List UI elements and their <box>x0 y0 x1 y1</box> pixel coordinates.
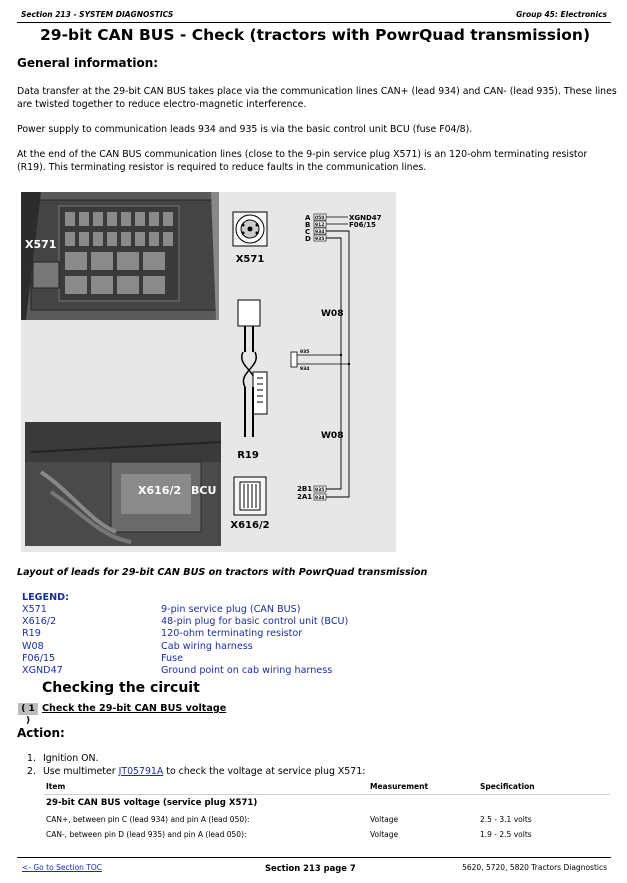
paragraph-power-supply: Power supply to communication leads 934 and 935 is via the basic control unit BCU (fuse F04/8). <box>17 124 473 135</box>
svg-text:912: 912 <box>315 223 325 228</box>
figure-caption: Layout of leads for 29-bit CAN BUS on tractors with PowrQuad transmission <box>17 567 428 578</box>
svg-text:W08: W08 <box>321 431 344 441</box>
legend-key: XGND47 <box>22 665 63 676</box>
table-cell-item: CAN+, between pin C (lead 934) and pin A (lead 050): <box>46 815 250 824</box>
connector-label-r19: R19 <box>237 450 259 461</box>
legend-key: W08 <box>22 641 44 652</box>
toc-link[interactable]: <- Go to Section TOC <box>22 863 103 872</box>
footer-rule <box>17 857 611 858</box>
table-cell-specification: 1.9 - 2.5 volts <box>480 830 532 839</box>
svg-text:934: 934 <box>315 230 325 235</box>
wiring-diagram <box>291 214 382 501</box>
action-heading: Action: <box>17 726 65 740</box>
table-header-specification: Specification <box>480 782 535 791</box>
photo-label-x616: X616/2 <box>138 484 182 497</box>
footer-doc: 5620, 5720, 5820 Tractors Diagnostics <box>462 863 607 872</box>
checking-heading: Checking the circuit <box>42 680 200 696</box>
svg-text:935: 935 <box>315 237 325 242</box>
table-cell-specification: 2.5 - 3.1 volts <box>480 815 532 824</box>
step-number-badge: ( 1 ) <box>18 703 38 715</box>
svg-text:A: A <box>305 214 311 222</box>
r19-resistor-icon <box>238 300 267 437</box>
table-cell-measurement: Voltage <box>370 815 399 824</box>
svg-text:2A1: 2A1 <box>297 493 313 501</box>
photo-label-x571: X571 <box>25 238 57 251</box>
photo-fuse-box <box>21 192 219 320</box>
svg-text:W08: W08 <box>321 309 344 319</box>
list-number: 2. <box>27 766 36 777</box>
list-item <box>27 753 99 764</box>
legend-value: 9-pin service plug (CAN BUS) <box>161 604 301 615</box>
legend-key: X616/2 <box>22 616 57 627</box>
legend-key: R19 <box>22 628 41 639</box>
legend-value: Fuse <box>161 653 183 664</box>
paragraph-data-transfer: Data transfer at the 29-bit CAN BUS takes place via the communication lines CAN+ (lead 934) and CAN- (lead 935). These lines are twisted together to reduce electro-magnetic interference. <box>17 86 617 110</box>
table-header-measurement: Measurement <box>370 782 429 791</box>
svg-text:935: 935 <box>300 350 310 355</box>
legend-value: Ground point on cab wiring harness <box>161 665 333 676</box>
svg-text:C: C <box>305 228 311 236</box>
table-cell-item: CAN-, between pin D (lead 935) and pin A (lead 050): <box>46 830 247 839</box>
list-text: Ignition ON. <box>42 753 99 764</box>
legend-heading: LEGEND: <box>22 592 69 603</box>
connector-label-x616: X616/2 <box>230 520 270 531</box>
x616-connector-icon <box>234 477 266 515</box>
svg-text:F06/15: F06/15 <box>349 221 376 229</box>
table-rule <box>44 794 610 795</box>
list-text: Use multimeter <box>42 766 119 777</box>
paragraph-terminating-resistor: At the end of the CAN BUS communication lines (close to the 9-pin service plug X571) is an 120-ohm terminating resistor (R19). This terminating resistor is required to reduce faults in the communication lines. <box>17 149 588 173</box>
legend-value: Cab wiring harness <box>161 641 253 652</box>
legend-value: 120-ohm terminating resistor <box>161 628 303 639</box>
multimeter-link[interactable]: JT05791A <box>118 766 164 777</box>
list-text: to check the voltage at service plug X571: <box>163 766 366 777</box>
list-number: 1. <box>27 753 36 764</box>
table-cell-measurement: Voltage <box>370 830 399 839</box>
x571-connector-icon <box>233 212 267 246</box>
list-item <box>27 766 365 777</box>
legend-key: X571 <box>22 604 47 615</box>
general-heading: General information: <box>17 56 159 70</box>
table-header-item: Item <box>46 782 66 791</box>
svg-text:050: 050 <box>315 216 325 221</box>
legend-key: F06/15 <box>22 653 56 664</box>
step-title-link[interactable]: Check the 29-bit CAN BUS voltage <box>42 703 227 714</box>
svg-text:935: 935 <box>315 488 325 493</box>
group-header: Group 45: Electronics <box>516 10 607 19</box>
connector-label-x571: X571 <box>235 254 265 265</box>
svg-text:934: 934 <box>315 496 325 501</box>
svg-text:2B1: 2B1 <box>297 485 313 493</box>
section-header: Section 213 - SYSTEM DIAGNOSTICS <box>21 10 174 19</box>
svg-text:934: 934 <box>300 367 310 372</box>
photo-label-bcu: BCU <box>191 484 217 497</box>
page-title: 29-bit CAN BUS - Check (tractors with PowrQuad transmission) <box>40 26 591 44</box>
wiring-figure <box>21 192 396 552</box>
svg-text:B: B <box>305 221 311 229</box>
footer-page: Section 213 page 7 <box>265 863 356 873</box>
header-rule <box>17 22 611 23</box>
svg-text:XGND47: XGND47 <box>349 214 382 222</box>
svg-text:D: D <box>305 235 311 243</box>
table-group-title: 29-bit CAN BUS voltage (service plug X571) <box>46 798 258 808</box>
legend-value: 48-pin plug for basic control unit (BCU) <box>161 616 349 627</box>
